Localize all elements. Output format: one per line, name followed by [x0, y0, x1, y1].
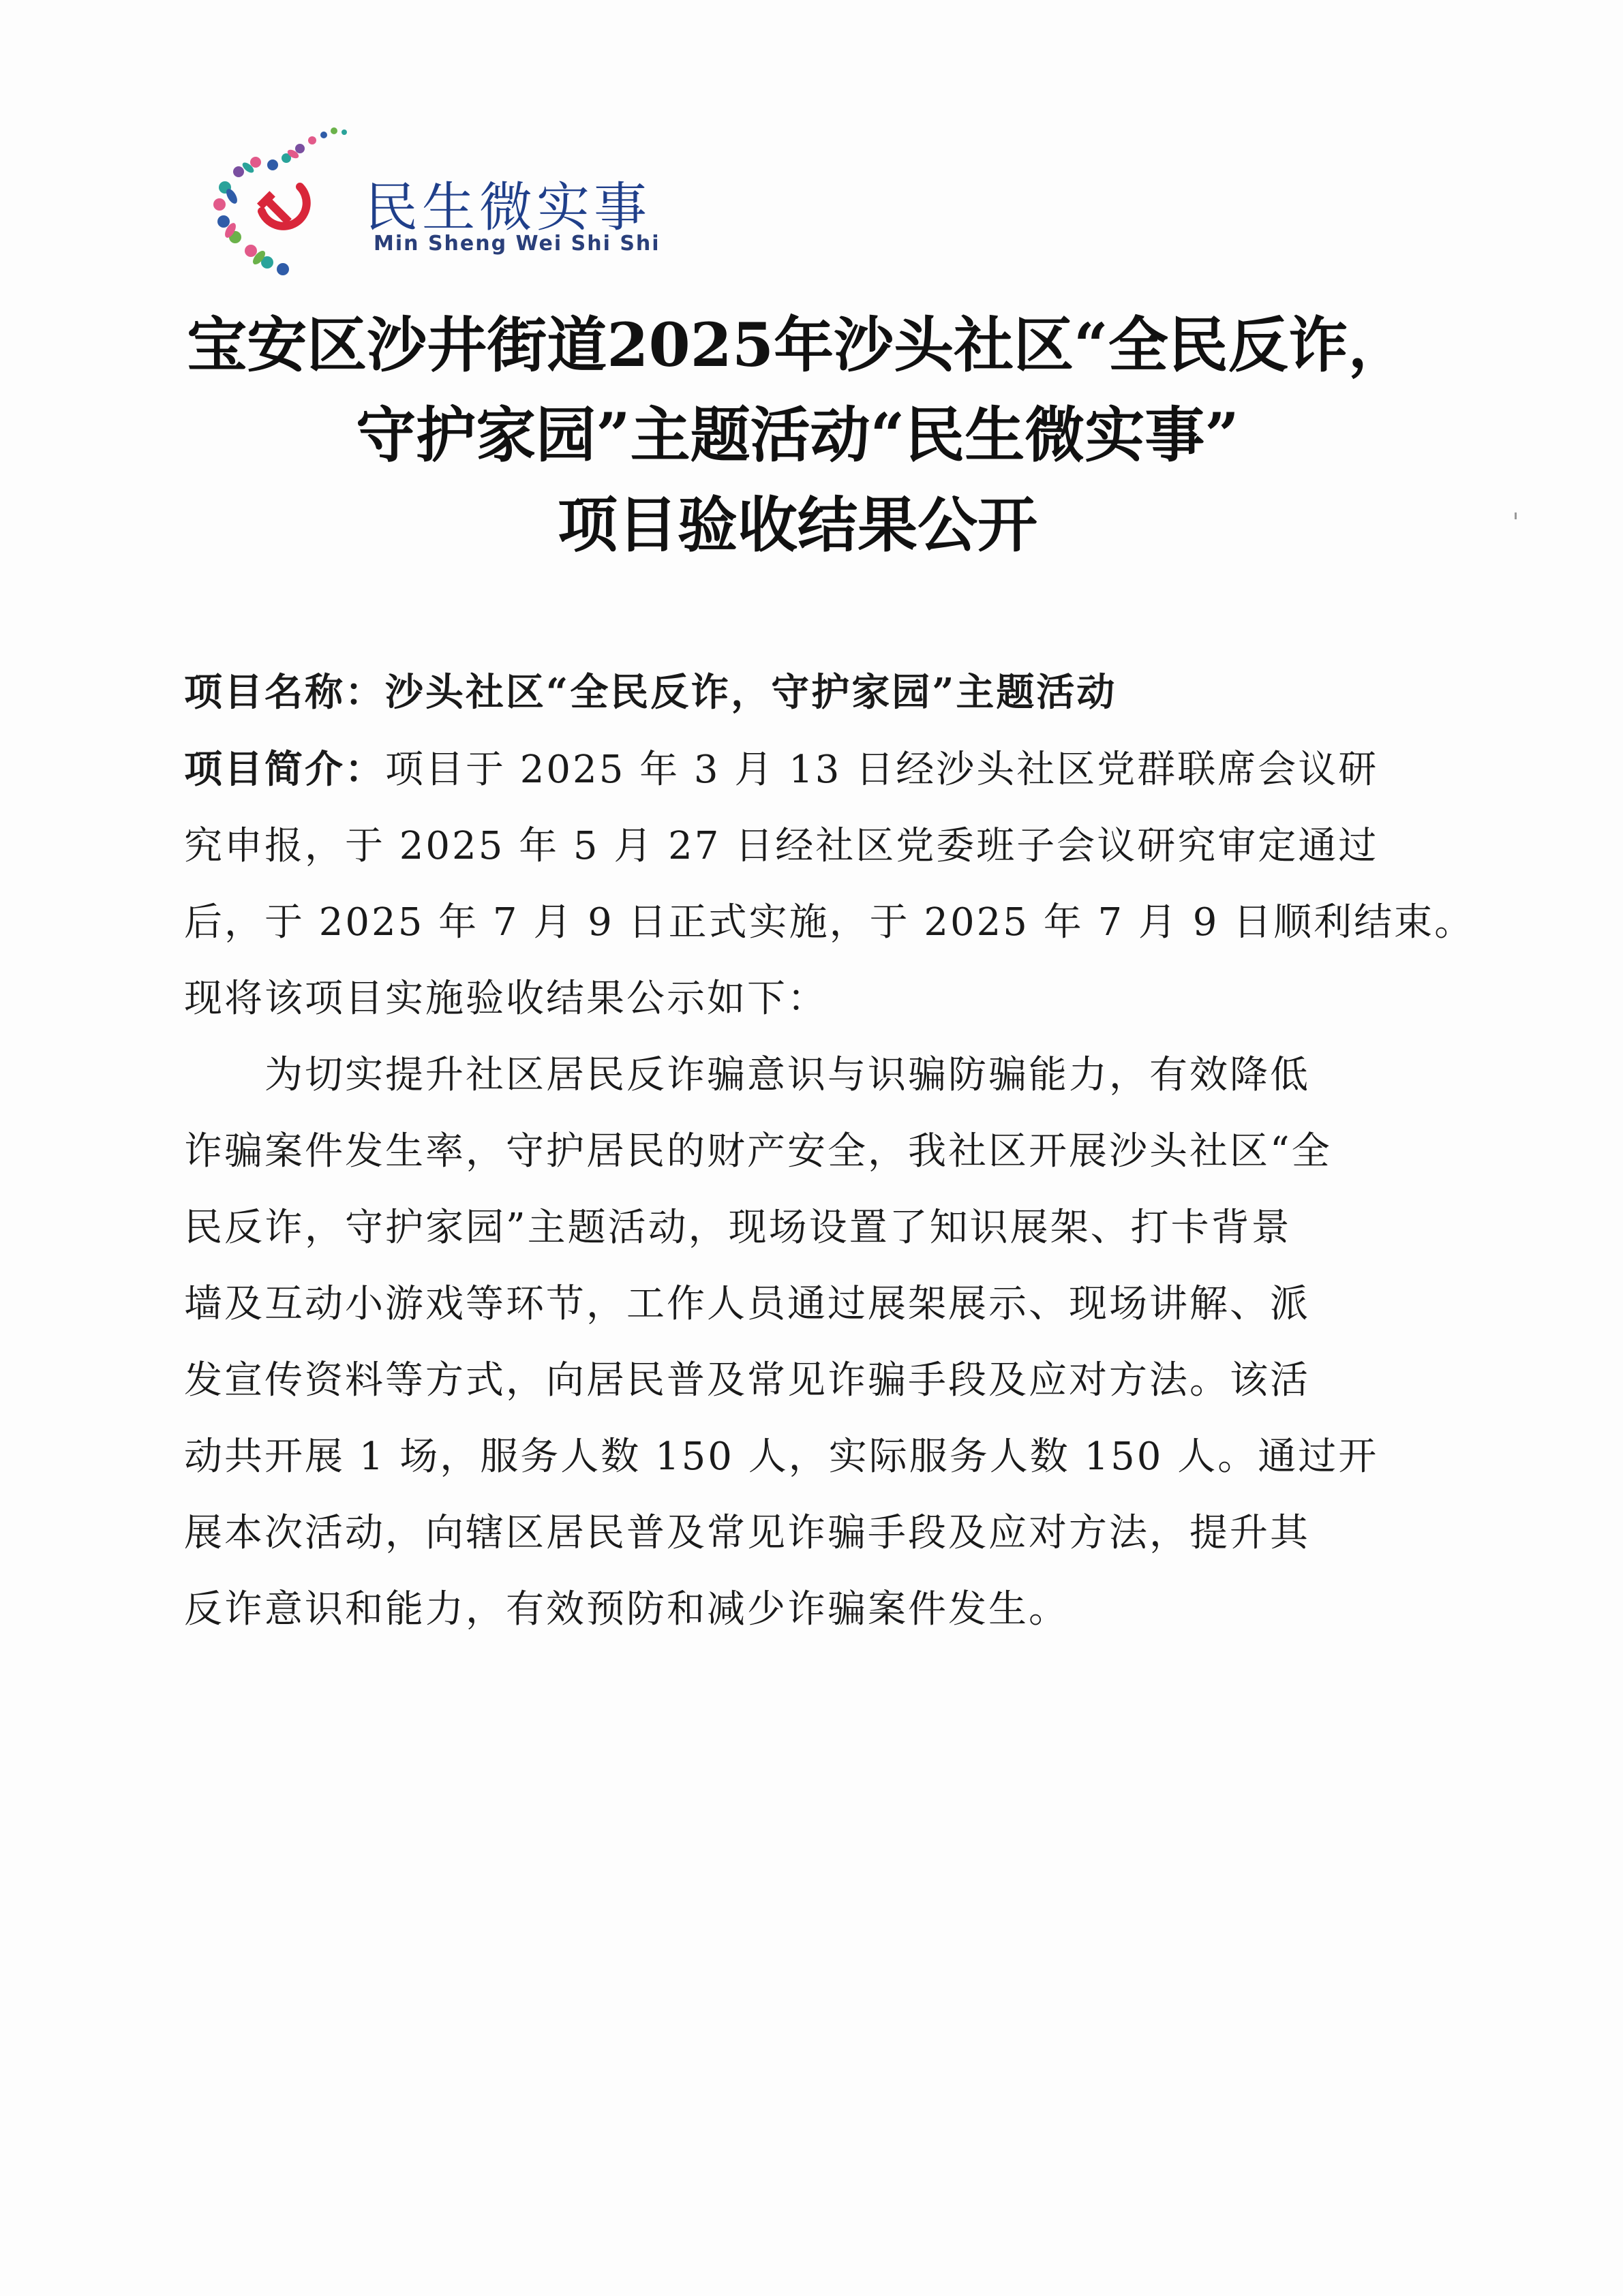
project-intro-line-4: 现将该项目实施验收结果公示如下：	[184, 977, 828, 1021]
page-title	[150, 300, 1445, 570]
body-line: 展本次活动，向辖区居民普及常见诈骗手段及应对方法，提升其	[184, 1511, 1310, 1555]
project-name-label: 项目名称：	[184, 670, 385, 715]
title-line-3: 项目验收结果公开	[557, 489, 1037, 560]
logo-chinese-name: 民生微实事	[365, 177, 652, 239]
project-intro-row	[184, 731, 1397, 808]
body-line: 反诈意识和能力，有效预防和减少诈骗案件发生。	[184, 1587, 1069, 1632]
logo-english-name: Min Sheng Wei Shi Shi	[374, 232, 661, 256]
project-intro-line-3: 后，于 2025 年 7 月 9 日正式实施，于 2025 年 7 月 9 日顺利结束。	[184, 900, 1475, 945]
body-line: 动共开展 1 场，服务人数 150 人，实际服务人数 150 人。通过开	[184, 1435, 1379, 1479]
document-body	[184, 654, 1475, 1648]
heart-logo-icon	[204, 123, 354, 279]
project-name-value: 沙头社区“全民反诈，守护家园”主题活动	[385, 670, 1117, 715]
title-line-1: 宝安区沙井街道2025年沙头社区“全民反诈，	[187, 309, 1408, 380]
body-line: 为切实提升社区居民反诈骗意识与识骗防骗能力，有效降低	[184, 1053, 1310, 1097]
project-intro-line-1: 项目于 2025 年 3 月 13 日经沙头社区党群联席会议研	[385, 748, 1379, 792]
title-line-2: 守护家园”主题活动“民生微实事”	[356, 399, 1239, 470]
minsheng-logo	[204, 123, 668, 286]
project-name-row	[184, 654, 1397, 731]
body-line: 民反诈，守护家园”主题活动，现场设置了知识展架、打卡背景	[184, 1206, 1292, 1250]
project-intro-label: 项目简介：	[184, 747, 385, 792]
project-intro-line-2: 究申报，于 2025 年 5 月 27 日经社区党委班子会议研究审定通过	[184, 824, 1379, 868]
body-line: 墙及互动小游戏等环节，工作人员通过展架展示、现场讲解、派	[184, 1282, 1310, 1326]
scan-mark	[1515, 512, 1517, 519]
body-line: 诈骗案件发生率，守护居民的财产安全，我社区开展沙头社区“全	[184, 1129, 1332, 1174]
body-line: 发宣传资料等方式，向居民普及常见诈骗手段及应对方法。该活	[184, 1358, 1310, 1403]
